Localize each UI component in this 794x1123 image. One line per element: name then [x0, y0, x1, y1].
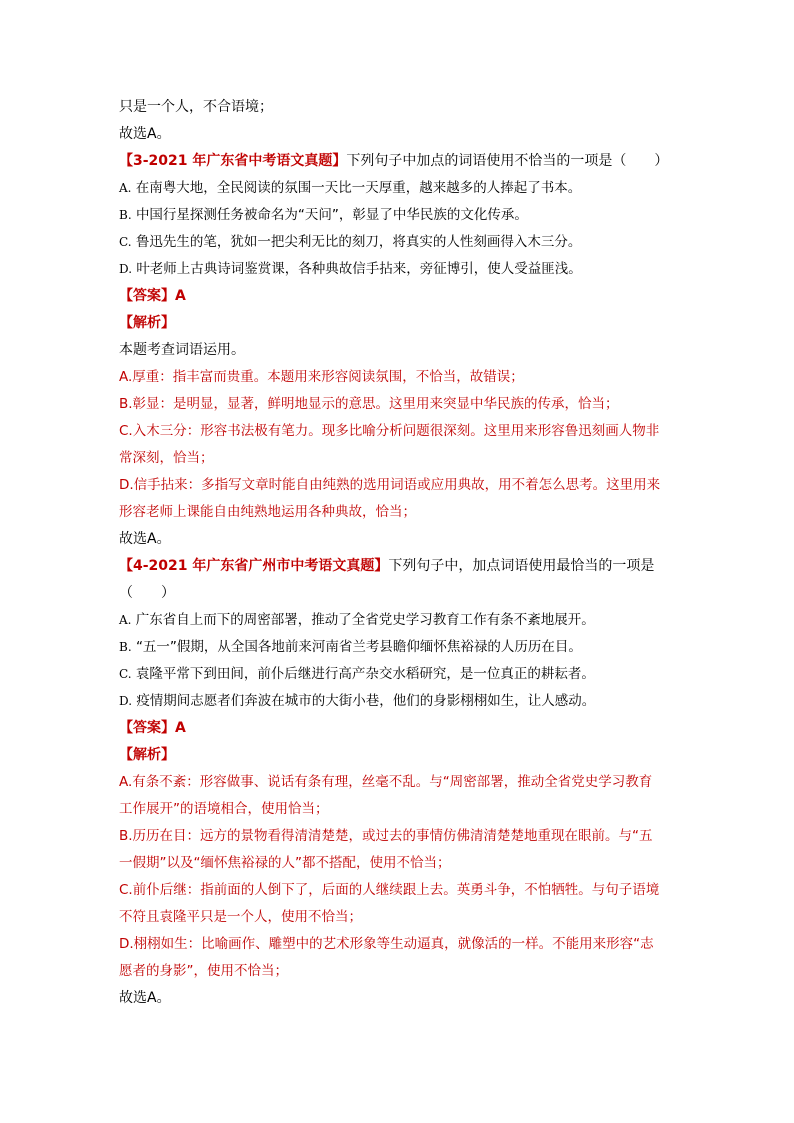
- option-text: 袁隆平常下到田间，前仆后继进行高产杂交水稻研究，是一位真正的耕耘者。: [135, 666, 595, 682]
- answer-label: 【答案】: [119, 288, 175, 304]
- question-3-source: 【3-2021 年广东省中考语文真题】: [119, 153, 347, 169]
- option-letter: C.: [119, 235, 132, 249]
- question-4-stem: 下列句子中，加点词语使用最恰当的一项是: [388, 558, 655, 574]
- option-letter: A.: [119, 613, 132, 627]
- option-letter: B.: [119, 208, 132, 222]
- document-page: [119, 94, 679, 1012]
- analysis-line: A.有条不紊：形容做事、说话有条有理，丝毫不乱。与“周密部署，推动全省党史学习教育: [119, 774, 653, 790]
- option-letter: C.: [119, 667, 132, 681]
- analysis-line: D.栩栩如生：比喻画作、雕塑中的艺术形象等生动逼真，就像活的一样。不能用来形容“志: [119, 936, 654, 952]
- question-3-header: [119, 148, 679, 175]
- question-3-answer: [119, 283, 679, 310]
- analysis-line: C.前仆后继：指前面的人倒下了，后面的人继续跟上去。英勇斗争，不怕牺牲。与句子语境: [119, 882, 660, 898]
- analysis-line: 工作展开”的语境相合，使用恰当；: [119, 801, 329, 817]
- answer-value: A: [175, 720, 186, 736]
- analysis-line: A.厚重：指丰富而贵重。本题用来形容阅读氛围，不恰当，故错误；: [119, 369, 524, 385]
- analysis-line: 形容老师上课能自由纯熟地运用各种典故，恰当；: [119, 504, 416, 520]
- question-3-option-b: [119, 202, 679, 229]
- question-4-option-d: [119, 688, 679, 715]
- analysis-line: D.信手拈来：多指写文章时能自由纯熟的选用词语或应用典故，用不着怎么思考。这里用来: [119, 477, 661, 493]
- option-text: 鲁迅先生的笔，犹如一把尖利无比的刻刀，将真实的人性刻画得入木三分。: [135, 234, 582, 250]
- analysis-line: 不符且袁隆平只是一个人，使用不恰当；: [119, 909, 362, 925]
- analysis-line: B.彰显：是明显，显著，鲜明地显示的意思。这里用来突显中华民族的传承，恰当；: [119, 396, 619, 412]
- answer-label: 【答案】: [119, 720, 175, 736]
- question-3-option-d: [119, 256, 679, 283]
- analysis-line: C.入木三分：形容书法极有笔力。现多比喻分析问题很深刻。这里用来形容鲁迅刻画人物非: [119, 423, 660, 439]
- question-3-analysis-label: 【解析】: [119, 315, 175, 331]
- option-letter: B.: [119, 640, 132, 654]
- question-4-answer: [119, 715, 679, 742]
- question-4-option-b: [119, 634, 679, 661]
- answer-value: A: [175, 288, 186, 304]
- analysis-line: 一假期”以及“缅怀焦裕禄的人”都不搭配，使用不恰当；: [119, 855, 451, 871]
- analysis-line: 愿者的身影”，使用不恰当；: [119, 963, 288, 979]
- option-text: 在南粤大地，全民阅读的氛围一天比一天厚重，越来越多的人捧起了书本。: [135, 180, 582, 196]
- question-3-option-c: [119, 229, 679, 256]
- option-letter: A.: [119, 181, 132, 195]
- option-text: 中国行星探测任务被命名为“天问”，彰显了中华民族的文化传承。: [135, 207, 528, 223]
- question-3-stem: 下列句子中加点的词语使用不恰当的一项是（ ）: [346, 153, 669, 169]
- option-text: 疫情期间志愿者们奔波在城市的大街小巷，他们的身影栩栩如生，让人感动。: [136, 693, 596, 709]
- question-4-conclusion: 故选A。: [119, 990, 171, 1006]
- question-4-analysis-label: 【解析】: [119, 747, 175, 763]
- prev-analysis-tail: 只是一个人，不合语境；: [119, 99, 273, 115]
- question-3-conclusion: 故选A。: [119, 531, 171, 547]
- question-4-source: 【4-2021 年广东省广州市中考语文真题】: [119, 558, 389, 574]
- option-text: 叶老师上古典诗词鉴赏课，各种典故信手拈来，旁征博引，使人受益匪浅。: [136, 261, 582, 277]
- option-letter: D.: [119, 694, 133, 708]
- question-4-header: [119, 553, 679, 580]
- prev-conclusion: 故选A。: [119, 126, 171, 142]
- option-text: “五一”假期，从全国各地前来河南省兰考县瞻仰缅怀焦裕禄的人历历在目。: [135, 639, 582, 655]
- analysis-line: 常深刻，恰当；: [119, 450, 214, 466]
- analysis-line: B.历历在目：远方的景物看得清清楚楚，或过去的事情仿佛清清楚楚地重现在眼前。与“五: [119, 828, 653, 844]
- option-text: 广东省自上而下的周密部署，推动了全省党史学习教育工作有条不紊地展开。: [135, 612, 595, 628]
- question-4-stem-tail: （ ）: [119, 585, 175, 601]
- question-3-option-a: [119, 175, 679, 202]
- question-4-option-a: [119, 607, 679, 634]
- option-letter: D.: [119, 262, 133, 276]
- question-3-intro: 本题考查词语运用。: [119, 342, 245, 358]
- question-4-option-c: [119, 661, 679, 688]
